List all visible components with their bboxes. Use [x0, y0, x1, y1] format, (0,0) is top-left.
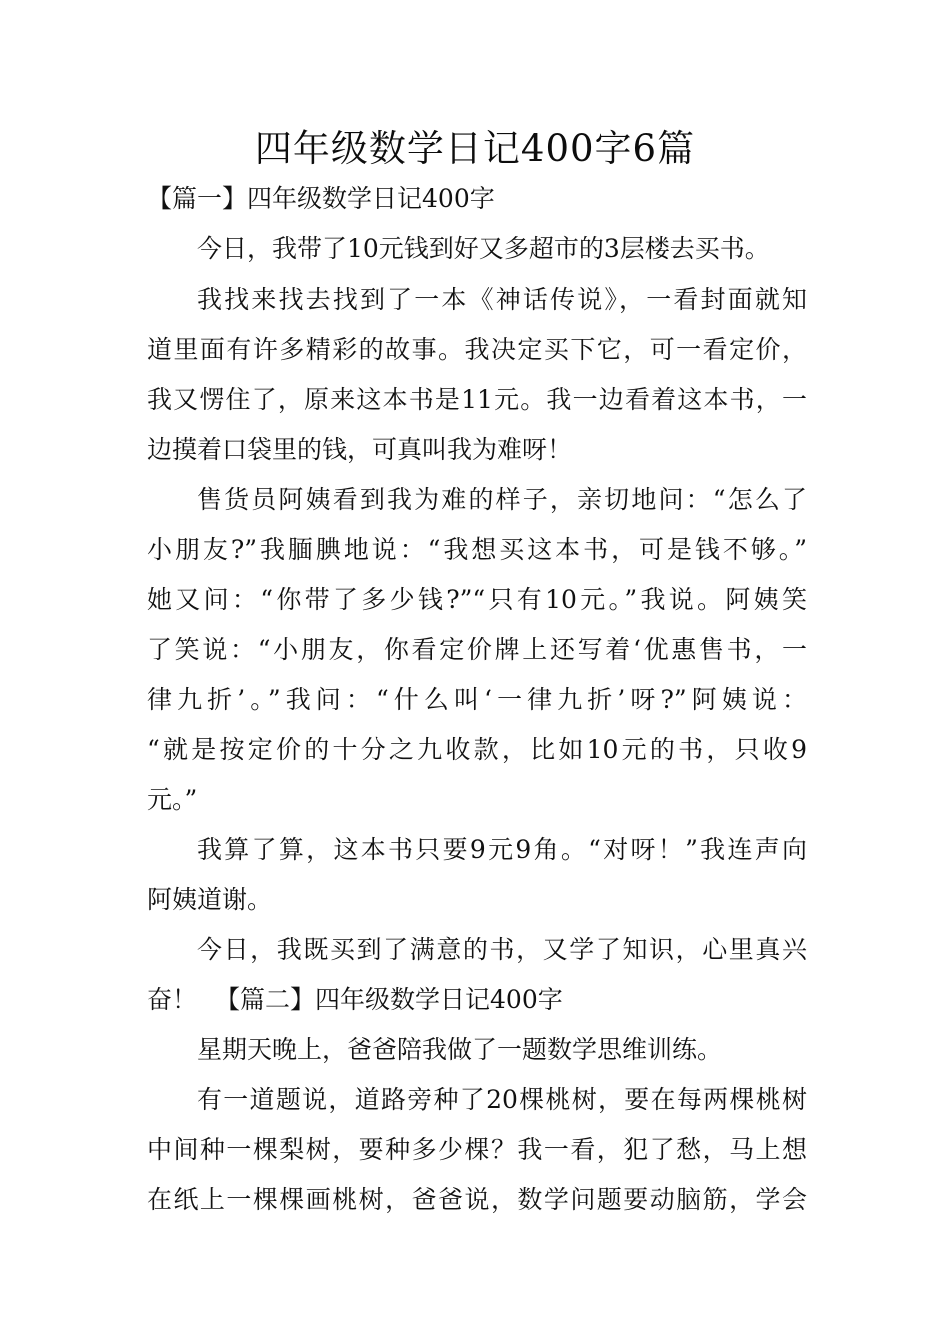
- paragraph-line: 星期天晚上，爸爸陪我做了一题数学思维训练。: [197, 1035, 723, 1064]
- paragraph-line: 我又愣住了，原来这本书是11元。我一边看着这本书，一: [147, 385, 807, 414]
- paragraph-line: 元。”: [147, 785, 198, 814]
- paragraph-line: 有一道题说，道路旁种了20棵桃树，要在每两棵桃树: [197, 1085, 807, 1114]
- paragraph-line: 我算了算，这本书只要9元9角。“对呀！”我连声向: [197, 835, 807, 864]
- paragraph-line: 她又问：“你带了多少钱?”“只有10元。”我说。阿姨笑: [147, 585, 807, 614]
- paragraph-line: 小朋友?”我腼腆地说：“我想买这本书，可是钱不够。”: [147, 535, 807, 564]
- paragraph-line: 了笑说：“小朋友，你看定价牌上还写着‘优惠售书，一: [147, 635, 807, 664]
- document-title: 四年级数学日记400字6篇: [254, 127, 696, 170]
- paragraph-line: “就是按定价的十分之九收款，比如10元的书，只收9: [147, 735, 807, 764]
- paragraph-end: 奋！: [147, 985, 198, 1014]
- paragraph-line: 道里面有许多精彩的故事。我决定买下它，可一看定价，: [147, 335, 807, 364]
- paragraph-line: 律九折’。”我问：“什么叫‘一律九折’呀?”阿姨说：: [147, 685, 807, 714]
- paragraph-line: 售货员阿姨看到我为难的样子，亲切地问：“怎么了: [197, 485, 807, 514]
- paragraph-line: 今日，我既买到了满意的书，又学了知识，心里真兴: [197, 935, 807, 964]
- paragraph-line: 今日，我带了10元钱到好又多超市的3层楼去买书。: [197, 234, 770, 263]
- paragraph-line: 在纸上一棵棵画桃树，爸爸说，数学问题要动脑筋，学会: [147, 1185, 807, 1214]
- paragraph-line: 中间种一棵梨树，要种多少棵？我一看，犯了愁，马上想: [147, 1135, 807, 1164]
- section-heading-1: 【篇一】四年级数学日记400字: [147, 184, 495, 213]
- paragraph-line: 阿姨道谢。: [147, 885, 273, 914]
- section-heading-2: 【篇二】四年级数学日记400字: [215, 985, 563, 1014]
- paragraph-line: 我找来找去找到了一本《神话传说》，一看封面就知: [197, 285, 807, 314]
- paragraph-line: 边摸着口袋里的钱，可真叫我为难呀！: [147, 435, 573, 464]
- paragraph-line-with-heading: [147, 982, 807, 1018]
